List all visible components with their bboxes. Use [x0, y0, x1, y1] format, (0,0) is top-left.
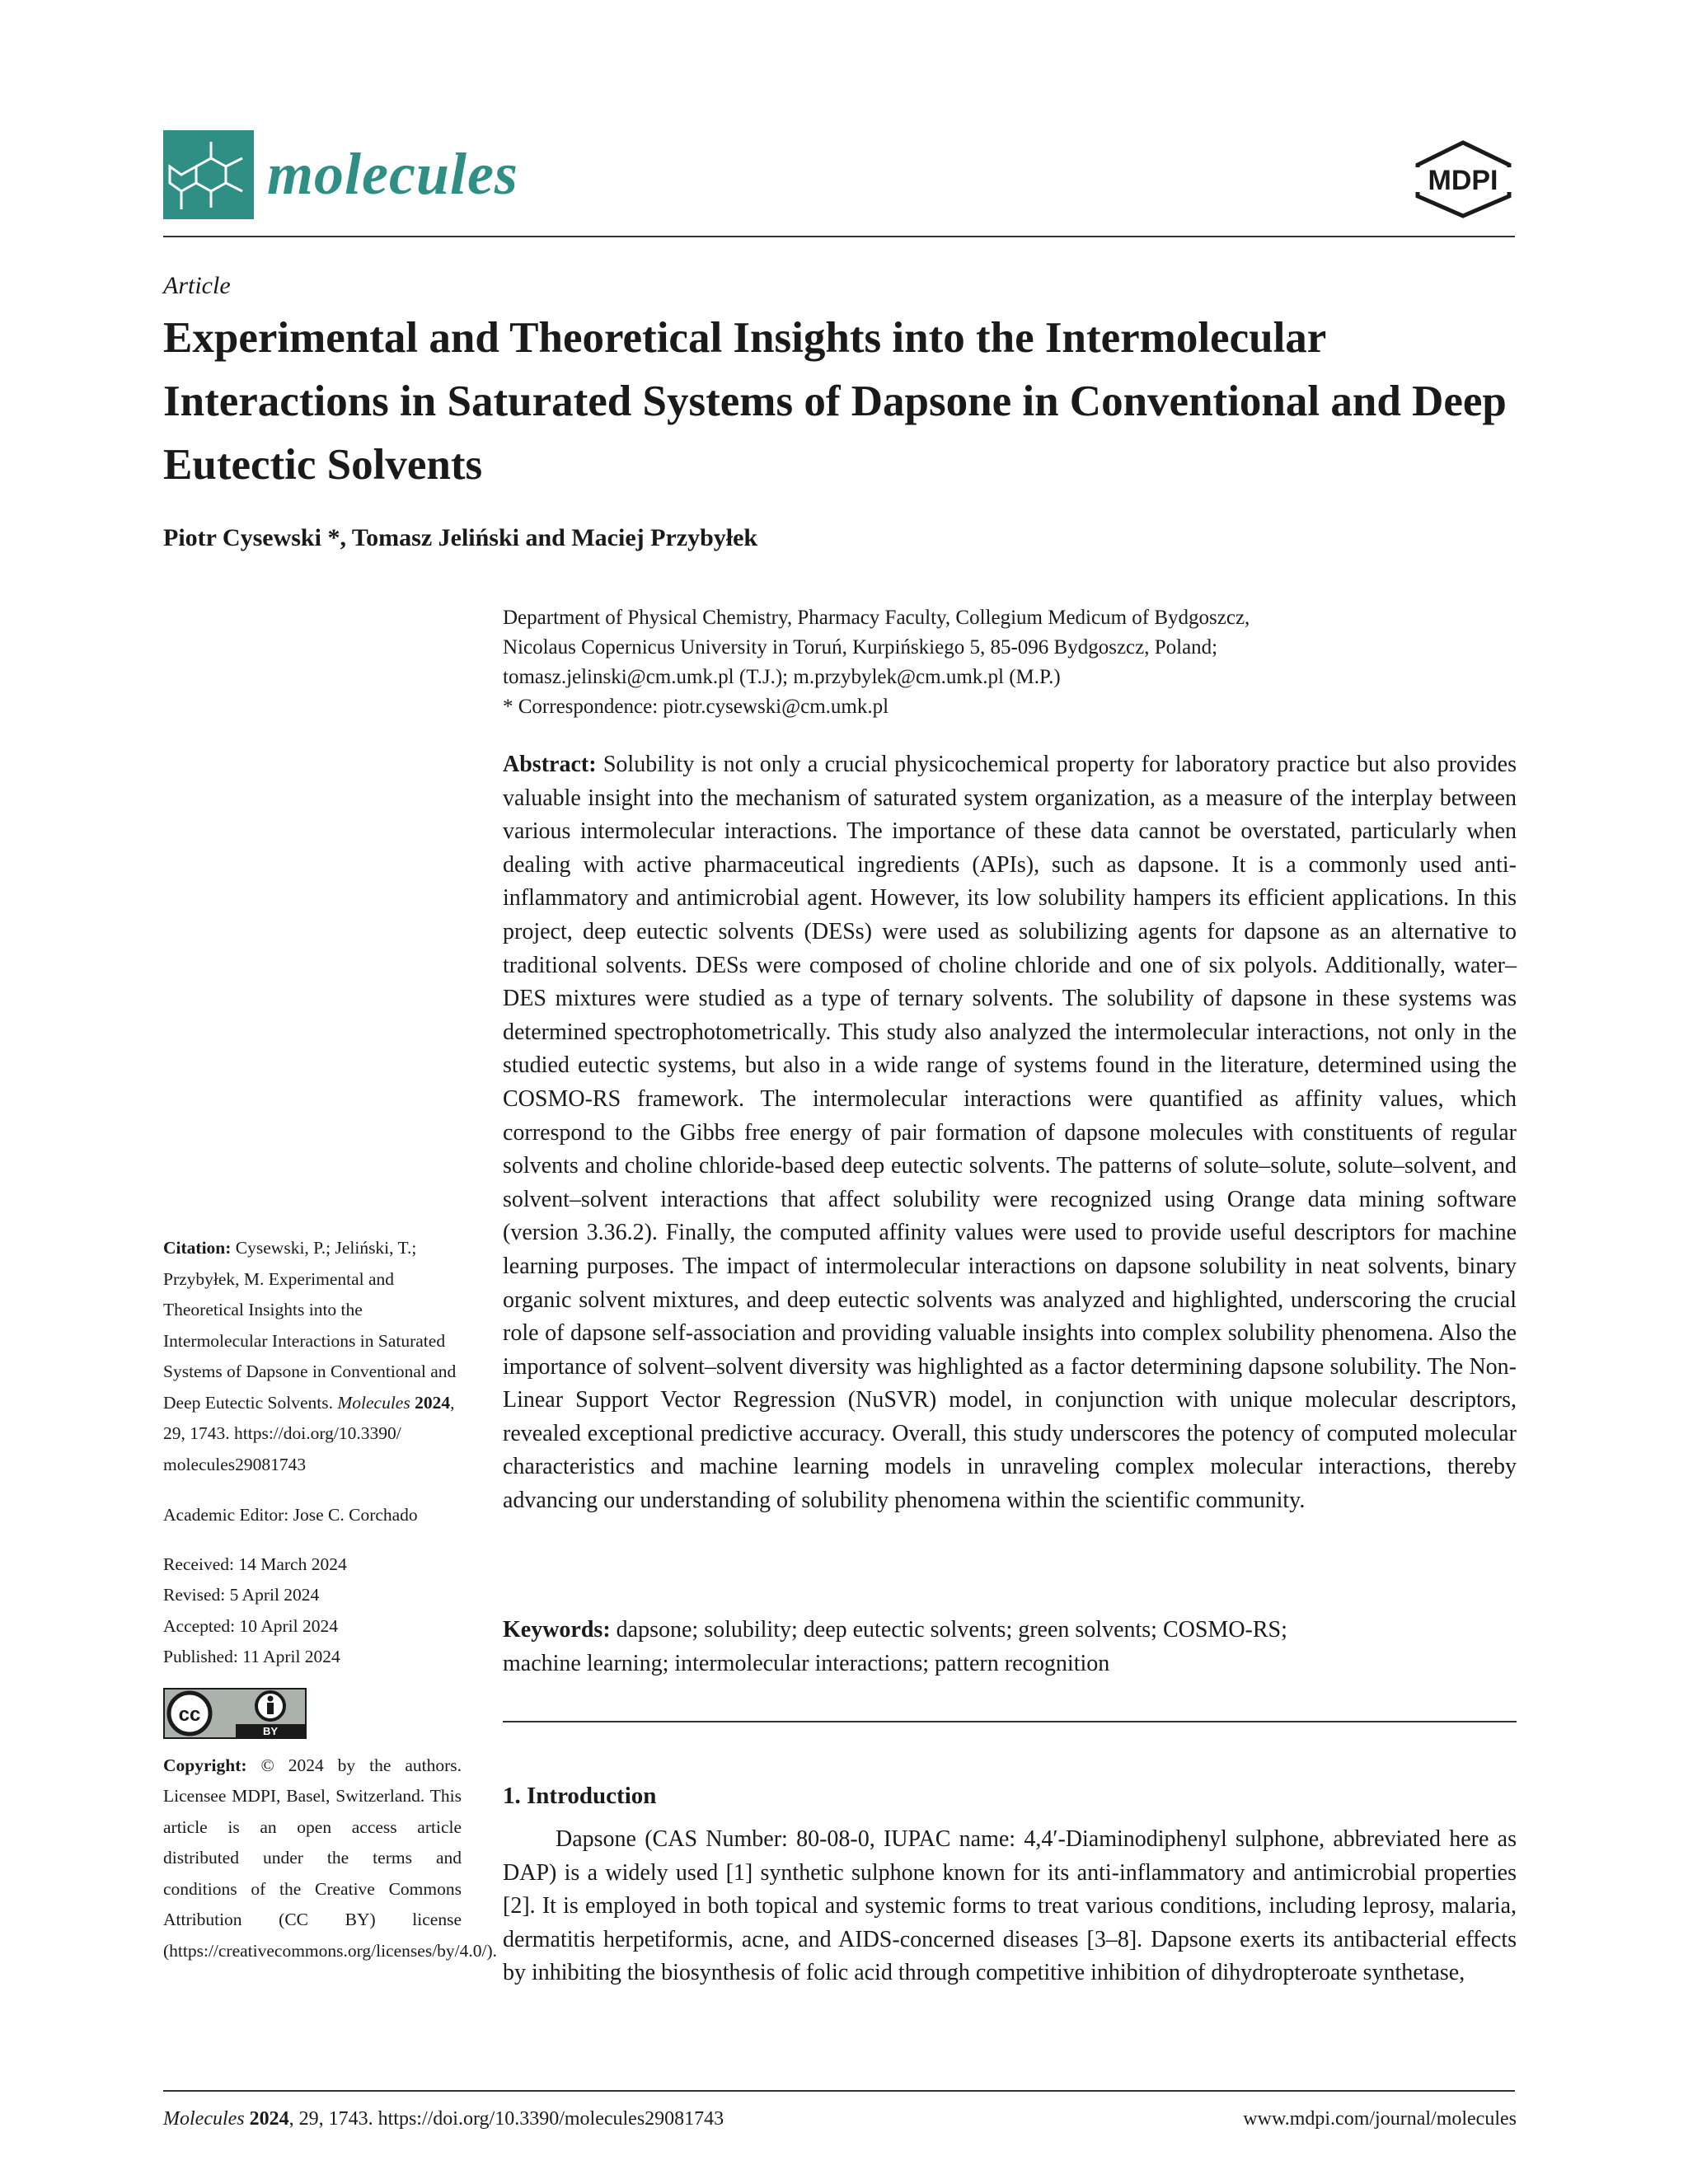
- journal-name: molecules: [267, 141, 518, 207]
- received-date: Received: 14 March 2024: [163, 1554, 347, 1574]
- footer-year: 2024: [249, 2108, 289, 2130]
- published-date: Published: 11 April 2024: [163, 1647, 340, 1666]
- header-divider: [163, 236, 1515, 237]
- article-type: Article: [163, 272, 231, 299]
- copyright-label: Copyright:: [163, 1755, 247, 1775]
- footer-journal: Molecules: [163, 2108, 245, 2130]
- keywords: [503, 1614, 1517, 1680]
- cc-by-license-badge[interactable]: [163, 1688, 307, 1739]
- correspondence-line: * Correspondence: piotr.cysewski@cm.umk.pl: [503, 696, 889, 718]
- section-heading: 1. Introduction: [503, 1783, 657, 1809]
- mdpi-logo-icon: [1412, 140, 1515, 218]
- affiliation-line: Department of Physical Chemistry, Pharmacy Faculty, Collegium Medicum of Bydgoszcz,: [503, 607, 1250, 629]
- abstract: [503, 748, 1517, 1518]
- keywords-line: dapsone; solubility; deep eutectic solvents; green solvents; COSMO-RS;: [610, 1617, 1287, 1643]
- footer-citation: [163, 2108, 724, 2130]
- copyright-notice: [163, 1750, 498, 1967]
- citation-text: Cysewski, P.; Jeliński, T.; Przybyłek, M. Experimental and Theoretical Insights into the Intermolecular Interactions in Saturated Systems of Dapsone in Conventional and Deep Eutectic Solvents.: [163, 1238, 457, 1413]
- publisher-name: MDPI: [1428, 165, 1498, 196]
- sidebar: [163, 1233, 498, 1985]
- citation-doi[interactable]: , 29, 1743. https://doi.org/10.3390/ molecules29081743: [163, 1392, 455, 1474]
- introduction-paragraph: Dapsone (CAS Number: 80-08-0, IUPAC name: 4,4′-Diaminodiphenyl sulphone, abbreviated here as DAP) is a widely used [1] synthetic sulphone known for its anti-inflammatory and antimicrobial properties [2]. It is employed in both topical and systemic forms to treat various conditions, including leprosy, malaria, dermatitis herpetiformis, acne, and AIDS-concerned diseases [3–8]. Dapsone exerts its antibacterial effects by inhibiting the biosynthesis of folic acid through competitive inhibition of dihydropteroate synthetase,: [503, 1826, 1517, 1986]
- footer-url[interactable]: www.mdpi.com/journal/molecules: [1243, 2108, 1517, 2130]
- academic-editor: Academic Editor: Jose C. Corchado: [163, 1505, 418, 1525]
- accepted-date: Accepted: 10 April 2024: [163, 1615, 338, 1636]
- keywords-line: machine learning; intermolecular interactions; pattern recognition: [503, 1650, 1110, 1676]
- abstract-label: Abstract:: [503, 752, 597, 777]
- affiliation-line: Nicolaus Copernicus University in Toruń, Kurpińskiego 5, 85-096 Bydgoszcz, Poland;: [503, 636, 1218, 658]
- citation: [163, 1233, 462, 1480]
- publication-dates: [163, 1549, 462, 1673]
- footer-doi[interactable]: , 29, 1743. https://doi.org/10.3390/molecules29081743: [288, 2108, 724, 2130]
- section-divider: [503, 1721, 1517, 1722]
- footer-divider: [163, 2090, 1515, 2092]
- citation-year: 2024: [415, 1392, 451, 1413]
- citation-journal: Molecules: [337, 1392, 410, 1413]
- keywords-label: Keywords:: [503, 1617, 611, 1643]
- revised-date: Revised: 5 April 2024: [163, 1585, 320, 1605]
- citation-label: Citation:: [163, 1238, 232, 1258]
- molecule-logo-icon: [163, 130, 254, 219]
- authors: Piotr Cysewski *, Tomasz Jeliński and Maciej Przybyłek: [163, 524, 758, 551]
- affiliation: [503, 603, 1517, 722]
- copyright-text: © 2024 by the authors. Licensee MDPI, Basel, Switzerland. This article is an open access article distributed under the terms and conditions of the Creative Commons Attribution (CC BY) license (https://creativecommons.org/licenses/by/4.0/).: [163, 1755, 498, 1961]
- by-badge-text: BY: [262, 1724, 279, 1737]
- cc-badge-text: cc: [178, 1703, 201, 1726]
- affiliation-line: tomasz.jelinski@cm.umk.pl (T.J.); m.przybylek@cm.umk.pl (M.P.): [503, 666, 1061, 688]
- abstract-text: Solubility is not only a crucial physicochemical property for laboratory practice but also provides valuable insight into the mechanism of saturated system organization, as a measure of the interplay between various intermolecular interactions. The importance of these data cannot be overstated, particularly when dealing with active pharmaceutical ingredients (APIs), such as dapsone. It is a commonly used anti-inflammatory and antimicrobial agent. However, its low solubility hampers its efficient applications. In this project, deep eutectic solvents (DESs) were used as solubilizing agents for dapsone as an alternative to traditional solvents. DESs were composed of choline chloride and one of six polyols. Additionally, water–DES mixtures were studied as a type of ternary solvents. The solubility of dapsone in these systems was determined spectrophotometrically. This study also analyzed the intermolecular interactions, not only in the studied eutectic systems, but also in a wide range of systems found in the literature, determined using the COSMO-RS framework. The intermolecular interactions were quantified as affinity values, which correspond to the Gibbs free energy of pair formation of dapsone molecules with constituents of regular solvents and choline chloride-based deep eutectic solvents. The patterns of solute–solute, solute–solvent, and solvent–solvent interactions that affect solubility were recognized using Orange data mining software (version 3.36.2). Finally, the computed affinity values were used to provide useful descriptors for machine learning purposes. The impact of intermolecular interactions on dapsone solubility in neat solvents, binary organic solvent mixtures, and deep eutectic solvents was analyzed and highlighted, underscoring the crucial role of dapsone self-association and providing valuable insights into complex solubility phenomena. Also the importance of solvent–solvent diversity was highlighted as a factor determining dapsone solubility. The Non-Linear Support Vector Regression (NuSVR) model, in conjunction with unique molecular descriptors, revealed exceptional predictive accuracy. Overall, this study underscores the potency of computed molecular characteristics and machine learning models in unraveling complex molecular interactions, thereby advancing our understanding of solubility phenomena within the scientific community.: [503, 752, 1517, 1514]
- article-title: Experimental and Theoretical Insights into the Intermolecular Interactions in Saturated Systems of Dapsone in Conventional and Deep Eutectic Solvents: [163, 314, 1507, 489]
- page-header: [163, 130, 1515, 221]
